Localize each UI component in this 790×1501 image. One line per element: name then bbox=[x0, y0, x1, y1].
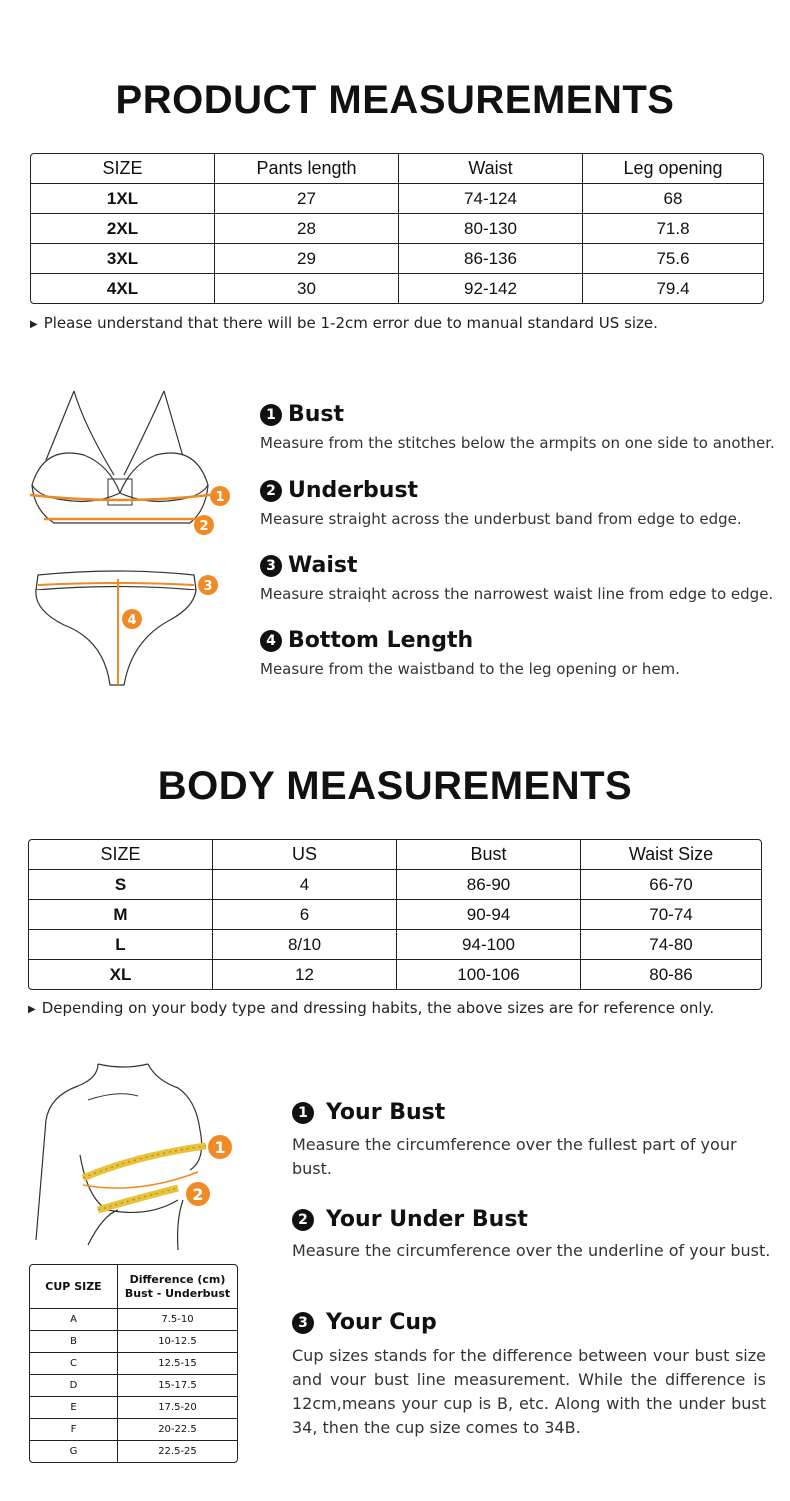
bottom-length-heading: 4 Bottom Length bbox=[260, 628, 473, 654]
underbust-heading: 2 Underbust bbox=[260, 478, 418, 504]
table-cell: 71.8 bbox=[583, 214, 763, 244]
table-cell: L bbox=[29, 930, 213, 960]
table-cell: 15-17.5 bbox=[118, 1375, 237, 1397]
table-cell: 28 bbox=[215, 214, 399, 244]
product-size-table bbox=[30, 153, 764, 304]
bust-description: Measure from the stitches below the armpits on one side to another. bbox=[260, 434, 775, 452]
table-cell: G bbox=[30, 1441, 118, 1462]
waist-description: Measure straiqht across the narrowest waist line from edge to edge. bbox=[260, 585, 774, 603]
table-cell: 90-94 bbox=[397, 900, 581, 930]
table-cell: B bbox=[30, 1331, 118, 1353]
table-header: Waist Size bbox=[581, 840, 761, 870]
underbust-description: Measure straight across the underbust band from edge to edge. bbox=[260, 510, 742, 528]
table-cell: 94-100 bbox=[397, 930, 581, 960]
table-cell: 22.5-25 bbox=[158, 1446, 197, 1457]
table-header: US bbox=[213, 840, 397, 870]
table-header: Bust bbox=[397, 840, 581, 870]
table-cell: 10-12.5 bbox=[118, 1331, 237, 1353]
garment-illustration bbox=[24, 385, 239, 705]
your-under-bust-heading: 2 Your Under Bust bbox=[292, 1207, 528, 1233]
table-row bbox=[31, 184, 763, 214]
your-cup-heading: 3 Your Cup bbox=[292, 1310, 437, 1336]
table-cell: 1XL bbox=[31, 184, 215, 214]
table-header: CUP SIZE bbox=[30, 1265, 118, 1309]
svg-text:4: 4 bbox=[127, 613, 137, 628]
table-row bbox=[30, 1441, 237, 1462]
table-cell: 80-86 bbox=[649, 964, 693, 984]
table-cell: XL bbox=[29, 960, 213, 989]
table-cell: 27 bbox=[215, 184, 399, 214]
table-cell: 92-142 bbox=[399, 274, 583, 303]
table-cell: 30 bbox=[215, 274, 399, 303]
bottom-length-description: Measure from the waistband to the leg opening or hem. bbox=[260, 660, 680, 678]
table-cell: M bbox=[29, 900, 213, 930]
table-cell: 20-22.5 bbox=[118, 1419, 237, 1441]
table-row bbox=[31, 244, 763, 274]
table-cell: 80-130 bbox=[399, 214, 583, 244]
table-row bbox=[31, 214, 763, 244]
number-3-icon: 3 bbox=[260, 555, 282, 577]
table-cell: 7.5-10 bbox=[118, 1309, 237, 1331]
table-cell: 2XL bbox=[31, 214, 215, 244]
product-measurements-title: PRODUCT MEASUREMENTS bbox=[115, 78, 675, 122]
body-size-table bbox=[28, 839, 762, 990]
table-cell: 79.4 bbox=[656, 278, 690, 298]
cup-size-table bbox=[29, 1264, 238, 1463]
body-note-text: Depending on your body type and dressing habits, the above sizes are for reference only. bbox=[41, 999, 715, 1017]
table-cell: 17.5-20 bbox=[118, 1397, 237, 1419]
table-row bbox=[30, 1353, 237, 1375]
bust-heading: 1 Bust bbox=[260, 402, 344, 428]
table-cell: 3XL bbox=[31, 244, 215, 274]
table-cell: 86-90 bbox=[397, 870, 581, 900]
table-cell: 66-70 bbox=[581, 870, 761, 900]
table-cell: 86-136 bbox=[399, 244, 583, 274]
table-cell: 8/10 bbox=[213, 930, 397, 960]
table-cell: 4XL bbox=[31, 274, 215, 303]
table-cell: 12 bbox=[213, 960, 397, 989]
number-3-icon: 3 bbox=[292, 1312, 314, 1334]
product-note bbox=[30, 314, 658, 332]
table-cell: D bbox=[30, 1375, 118, 1397]
table-row bbox=[30, 1397, 237, 1419]
table-row bbox=[29, 930, 761, 960]
table-header: Pants length bbox=[215, 154, 399, 184]
number-1-icon: 1 bbox=[292, 1102, 314, 1124]
table-cell: 4 bbox=[213, 870, 397, 900]
product-note-text: Please understand that there will be 1-2cm error due to manual standard US size. bbox=[43, 314, 658, 332]
svg-text:1: 1 bbox=[214, 1138, 226, 1157]
table-row bbox=[29, 960, 761, 989]
torso-illustration bbox=[28, 1060, 243, 1255]
table-row bbox=[31, 274, 763, 303]
table-cell: 68 bbox=[583, 184, 763, 214]
table-cell: 12.5-15 bbox=[118, 1353, 237, 1375]
your-bust-description: Measure the circumference over the fullest part of your bust. bbox=[292, 1135, 737, 1178]
table-cell: 74-124 bbox=[399, 184, 583, 214]
table-header: SIZE bbox=[31, 154, 215, 184]
svg-text:1: 1 bbox=[215, 490, 225, 505]
your-cup-description: Cup sizes stands for the difference between vour bust size and vour bust line measurement. While the difference is 12cm,means your cup is B, etc. Along with the under bust 34, then the cup size comes to 34B. bbox=[292, 1346, 766, 1437]
triangle-bullet-icon: ▶ bbox=[28, 1004, 36, 1015]
table-cell: 70-74 bbox=[581, 900, 761, 930]
your-bust-heading: 1 Your Bust bbox=[292, 1100, 445, 1126]
table-header: SIZE bbox=[29, 840, 213, 870]
table-row bbox=[30, 1309, 237, 1331]
triangle-bullet-icon: ▶ bbox=[30, 319, 38, 330]
waist-heading: 3 Waist bbox=[260, 553, 357, 579]
table-header: Difference (cm) Bust - Underbust bbox=[118, 1265, 237, 1309]
table-header: Leg opening bbox=[583, 154, 763, 184]
table-header: Waist bbox=[399, 154, 583, 184]
table-cell: F bbox=[30, 1419, 118, 1441]
table-cell: A bbox=[30, 1309, 118, 1331]
table-cell: E bbox=[30, 1397, 118, 1419]
body-note bbox=[28, 999, 714, 1017]
table-row bbox=[30, 1331, 237, 1353]
your-under-bust-description: Measure the circumference over the underline of your bust. bbox=[292, 1241, 771, 1260]
number-2-icon: 2 bbox=[260, 480, 282, 502]
table-cell: 75.6 bbox=[583, 244, 763, 274]
svg-text:2: 2 bbox=[192, 1185, 204, 1204]
table-cell: 6 bbox=[213, 900, 397, 930]
table-cell: 74-80 bbox=[581, 930, 761, 960]
table-row bbox=[29, 900, 761, 930]
table-row bbox=[29, 870, 761, 900]
body-measurements-title: BODY MEASUREMENTS bbox=[157, 764, 633, 808]
table-row bbox=[30, 1375, 237, 1397]
number-4-icon: 4 bbox=[260, 630, 282, 652]
table-cell: 100-106 bbox=[397, 960, 581, 989]
svg-text:3: 3 bbox=[203, 579, 213, 594]
table-cell: C bbox=[30, 1353, 118, 1375]
table-cell: S bbox=[29, 870, 213, 900]
table-row bbox=[30, 1419, 237, 1441]
number-1-icon: 1 bbox=[260, 404, 282, 426]
svg-text:2: 2 bbox=[199, 519, 209, 534]
table-cell: 29 bbox=[215, 244, 399, 274]
number-2-icon: 2 bbox=[292, 1209, 314, 1231]
